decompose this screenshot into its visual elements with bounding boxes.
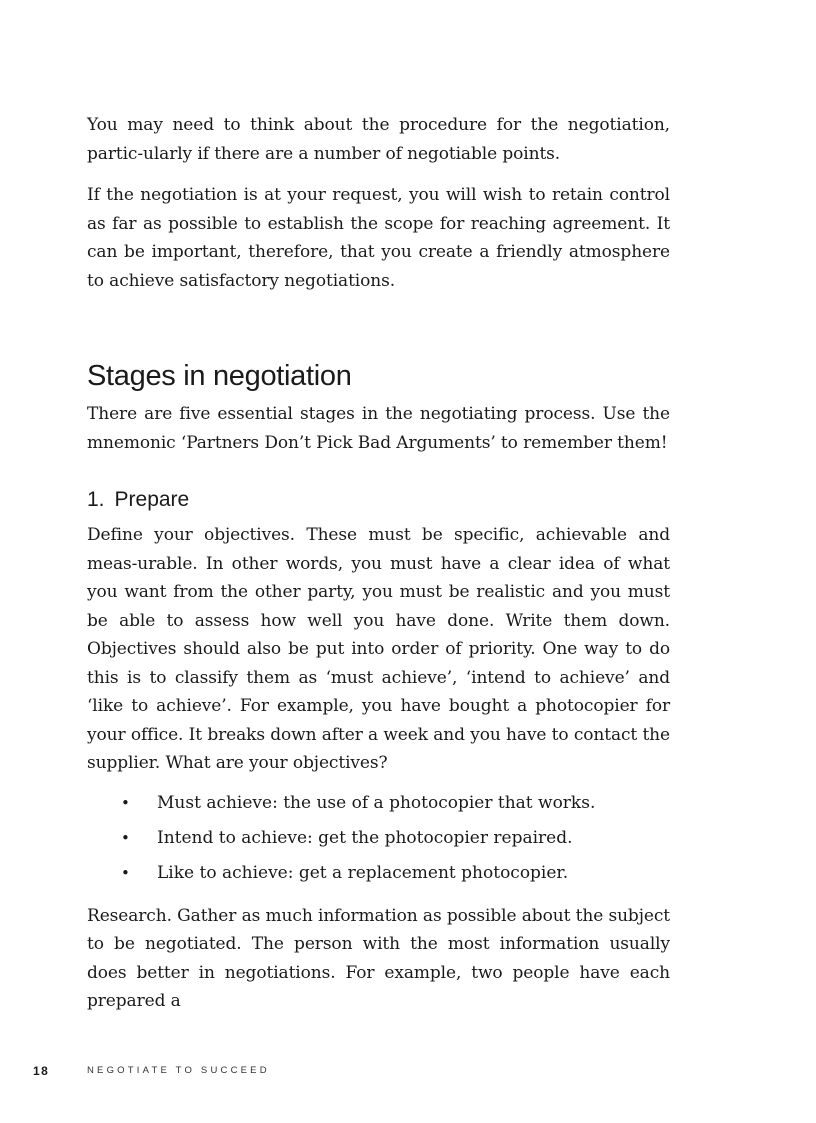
- bullet-icon: •: [121, 828, 130, 847]
- subsection-number: 1.: [87, 488, 105, 511]
- subsection-title: Prepare: [114, 488, 190, 511]
- list-item-text: Intend to achieve: get the photocopier repaired.: [157, 827, 573, 848]
- subsection-heading: [87, 486, 670, 514]
- prepare-paragraph: Define your objectives. These must be specific, achievable and meas-urable. In other words, you must have a clear idea of what you want from the other party, you must be realistic and you must be able to assess how well you have done. Write them down. Objectives should also be put into order of priority. One way to do this is to classify them as ‘must achieve’, ‘intend to achieve’ and ‘like to achieve’. For example, you have bought a photocopier for your office. It breaks down after a week and you have to contact the supplier. What are your objectives?: [87, 525, 670, 773]
- section-heading: Stages in negotiation: [87, 360, 352, 392]
- intro-paragraph-2: If the negotiation is at your request, you will wish to retain control as far as possible to establish the scope for reaching agreement. It can be important, therefore, that you create a friendly atmosphere to achieve satisfactory negotiations.: [87, 185, 670, 291]
- running-title: NEGOTIATE TO SUCCEED: [87, 1065, 270, 1076]
- page-number: 18: [33, 1064, 50, 1078]
- intro-paragraph-1: You may need to think about the procedure for the negotiation, partic-ularly if there are a number of negotiable points.: [87, 115, 670, 164]
- list-item: [87, 821, 670, 856]
- list-item: [87, 856, 670, 891]
- page-body: [87, 111, 670, 1016]
- bullet-icon: •: [121, 793, 130, 812]
- list-item-text: Must achieve: the use of a photocopier that works.: [157, 792, 596, 813]
- list-item: [87, 786, 670, 821]
- list-item-text: Like to achieve: get a replacement photocopier.: [157, 862, 569, 883]
- objectives-list: [87, 786, 670, 891]
- research-paragraph: Research. Gather as much information as possible about the subject to be negotiated. The person with the most information usually does better in negotiations. For example, two people have each prepared a: [87, 905, 670, 1011]
- section-intro-paragraph: There are five essential stages in the negotiating process. Use the mnemonic ‘Partners Don’t Pick Bad Arguments’ to remember them!: [87, 404, 670, 453]
- bullet-icon: •: [121, 863, 130, 882]
